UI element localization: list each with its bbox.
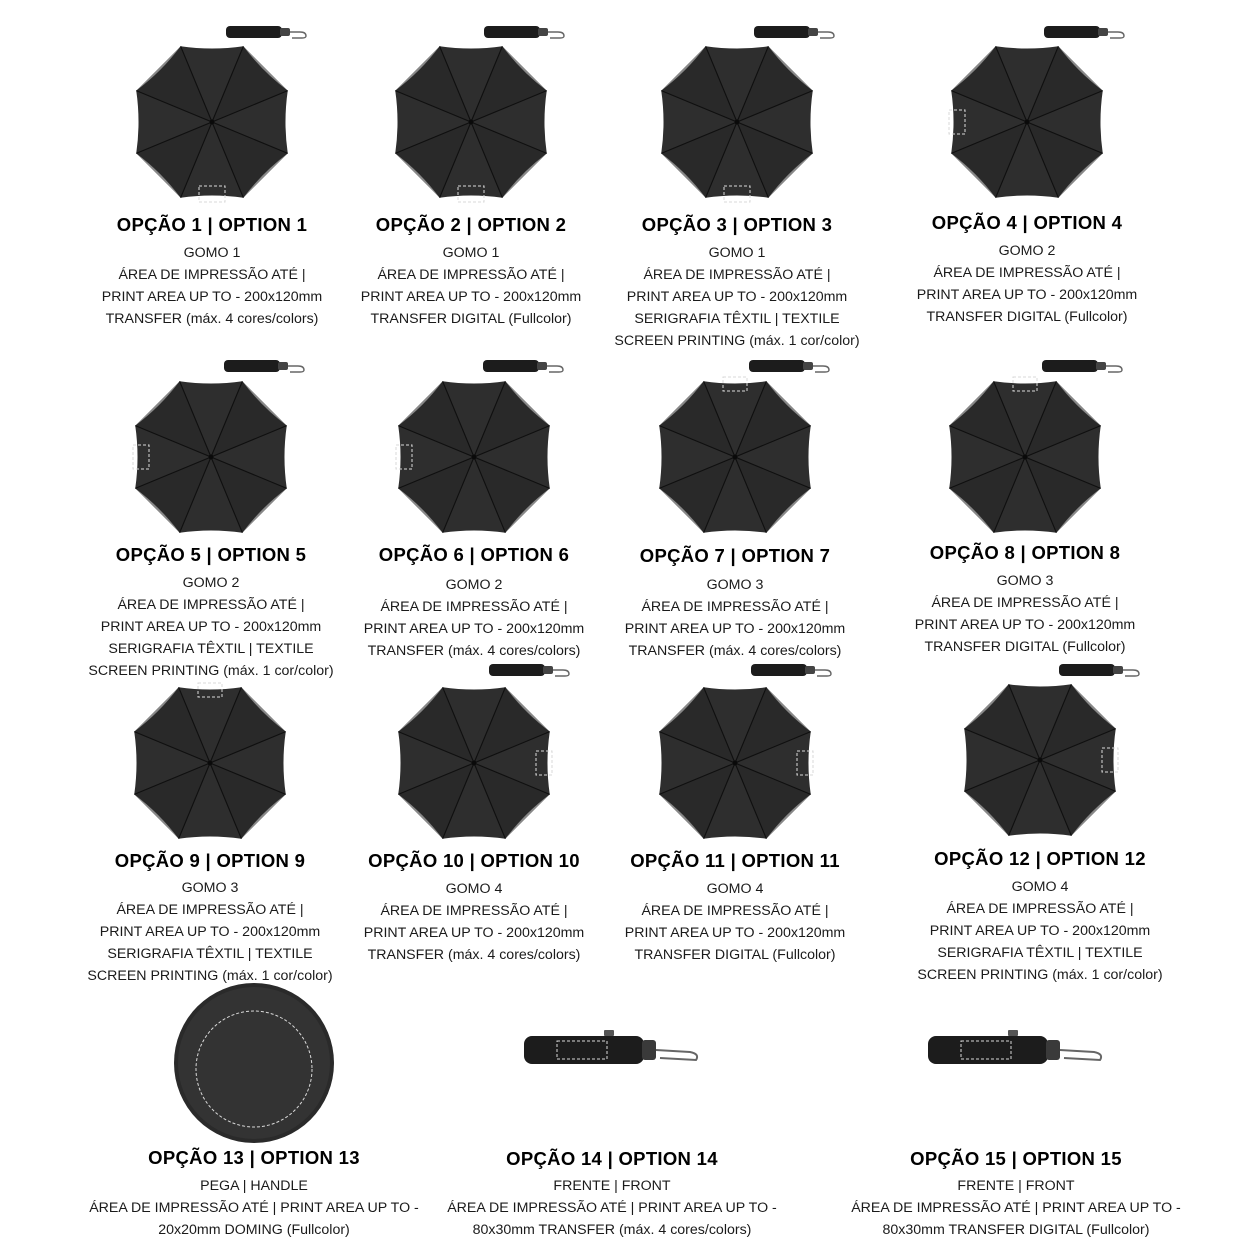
description-line: SERIGRAFIA TÊXTIL | TEXTILE bbox=[937, 945, 1143, 961]
description-line: PRINT AREA UP TO - 200x120mm bbox=[101, 289, 323, 305]
description-line: ÁREA DE IMPRESSÃO ATÉ | bbox=[641, 599, 829, 615]
option-7-title: OPÇÃO 7 | OPTION 7 bbox=[639, 545, 831, 566]
option-2-title: OPÇÃO 2 | OPTION 2 bbox=[375, 214, 567, 235]
option-11-title: OPÇÃO 11 | OPTION 11 bbox=[630, 850, 840, 871]
description-line: GOMO 2 bbox=[998, 243, 1056, 259]
description-line: GOMO 4 bbox=[1011, 879, 1069, 895]
closed-umbrella-icon bbox=[751, 664, 831, 676]
option-14-title: OPÇÃO 14 | OPTION 14 bbox=[506, 1148, 718, 1169]
closed-umbrella-icon bbox=[754, 26, 834, 38]
description-line: PRINT AREA UP TO - 200x120mm bbox=[363, 621, 585, 637]
description-line: ÁREA DE IMPRESSÃO ATÉ | bbox=[641, 903, 829, 919]
description-line: PRINT AREA UP TO - 200x120mm bbox=[624, 925, 846, 941]
description-line: TRANSFER DIGITAL (Fullcolor) bbox=[926, 309, 1128, 325]
description-line: ÁREA DE IMPRESSÃO ATÉ | bbox=[933, 265, 1121, 281]
description-line: GOMO 3 bbox=[181, 880, 239, 896]
description-line: TRANSFER DIGITAL (Fullcolor) bbox=[924, 639, 1126, 655]
umbrella-canopy-icon bbox=[134, 687, 286, 839]
description-line: SCREEN PRINTING (máx. 1 cor/color) bbox=[917, 967, 1163, 983]
closed-umbrella-icon bbox=[489, 664, 569, 676]
description-line: GOMO 1 bbox=[708, 245, 766, 261]
description-line: PRINT AREA UP TO - 200x120mm bbox=[363, 925, 585, 941]
description-line: ÁREA DE IMPRESSÃO ATÉ | bbox=[118, 267, 306, 283]
description-line: ÁREA DE IMPRESSÃO ATÉ | bbox=[380, 903, 568, 919]
description-line: SCREEN PRINTING (máx. 1 cor/color) bbox=[88, 663, 334, 679]
closed-umbrella-icon bbox=[226, 26, 306, 38]
closed-umbrella-icon bbox=[484, 26, 564, 38]
option-4-description bbox=[827, 240, 1227, 328]
umbrella-canopy-icon bbox=[659, 687, 811, 839]
description-line: GOMO 3 bbox=[996, 573, 1054, 589]
option-8-description bbox=[825, 570, 1225, 658]
description-line: FRENTE | FRONT bbox=[957, 1178, 1075, 1194]
umbrella-canopy-icon bbox=[135, 381, 287, 533]
option-5-title: OPÇÃO 5 | OPTION 5 bbox=[115, 544, 307, 565]
description-line: ÁREA DE IMPRESSÃO ATÉ | bbox=[377, 267, 565, 283]
closed-umbrella-icon bbox=[1042, 360, 1122, 372]
description-line: TRANSFER (máx. 4 cores/colors) bbox=[367, 947, 581, 963]
description-line: SCREEN PRINTING (máx. 1 cor/color) bbox=[614, 333, 860, 349]
description-line: PRINT AREA UP TO - 200x120mm bbox=[626, 289, 848, 305]
closed-umbrella-icon bbox=[524, 1030, 697, 1064]
option-9-title: OPÇÃO 9 | OPTION 9 bbox=[114, 850, 306, 871]
description-line: GOMO 1 bbox=[442, 245, 500, 261]
option-1-title: OPÇÃO 1 | OPTION 1 bbox=[116, 214, 308, 235]
option-4-title: OPÇÃO 4 | OPTION 4 bbox=[931, 212, 1123, 233]
description-line: PRINT AREA UP TO - 200x120mm bbox=[624, 621, 846, 637]
description-line: ÁREA DE IMPRESSÃO ATÉ | PRINT AREA UP TO - bbox=[447, 1200, 777, 1216]
description-line: ÁREA DE IMPRESSÃO ATÉ | bbox=[117, 597, 305, 613]
umbrella-canopy-icon bbox=[136, 46, 288, 198]
description-line: ÁREA DE IMPRESSÃO ATÉ | bbox=[931, 595, 1119, 611]
closed-umbrella-icon bbox=[224, 360, 304, 372]
umbrella-canopy-icon bbox=[951, 46, 1103, 198]
description-line: ÁREA DE IMPRESSÃO ATÉ | bbox=[643, 267, 831, 283]
closed-umbrella-icon bbox=[1059, 664, 1139, 676]
description-line: PRINT AREA UP TO - 200x120mm bbox=[929, 923, 1151, 939]
description-line: GOMO 1 bbox=[183, 245, 241, 261]
description-line: SERIGRAFIA TÊXTIL | TEXTILE bbox=[634, 311, 840, 327]
option-10-title: OPÇÃO 10 | OPTION 10 bbox=[368, 850, 580, 871]
description-line: GOMO 2 bbox=[182, 575, 240, 591]
description-line: 80x30mm TRANSFER DIGITAL (Fullcolor) bbox=[882, 1222, 1150, 1238]
umbrella-canopy-icon bbox=[395, 46, 547, 198]
description-line: ÁREA DE IMPRESSÃO ATÉ | PRINT AREA UP TO - bbox=[89, 1200, 419, 1216]
description-line: PRINT AREA UP TO - 200x120mm bbox=[100, 619, 322, 635]
umbrella-canopy-icon bbox=[398, 687, 550, 839]
closed-umbrella-icon bbox=[928, 1030, 1101, 1064]
description-line: TRANSFER (máx. 4 cores/colors) bbox=[367, 643, 581, 659]
option-15-title: OPÇÃO 15 | OPTION 15 bbox=[910, 1148, 1122, 1169]
description-line: GOMO 3 bbox=[706, 577, 764, 593]
option-12-title: OPÇÃO 12 | OPTION 12 bbox=[934, 848, 1146, 869]
closed-umbrella-icon bbox=[749, 360, 829, 372]
description-line: SERIGRAFIA TÊXTIL | TEXTILE bbox=[108, 641, 314, 657]
option-8-title: OPÇÃO 8 | OPTION 8 bbox=[929, 542, 1121, 563]
option-14-description bbox=[412, 1175, 812, 1241]
description-line: TRANSFER (máx. 4 cores/colors) bbox=[105, 311, 319, 327]
description-line: SCREEN PRINTING (máx. 1 cor/color) bbox=[87, 968, 333, 984]
description-line: FRENTE | FRONT bbox=[553, 1178, 671, 1194]
description-line: PRINT AREA UP TO - 200x120mm bbox=[914, 617, 1136, 633]
description-line: SERIGRAFIA TÊXTIL | TEXTILE bbox=[107, 946, 313, 962]
description-line: GOMO 2 bbox=[445, 577, 503, 593]
umbrella-canopy-icon bbox=[661, 46, 813, 198]
description-line: GOMO 4 bbox=[706, 881, 764, 897]
description-line: ÁREA DE IMPRESSÃO ATÉ | bbox=[946, 901, 1134, 917]
closed-umbrella-icon bbox=[1044, 26, 1124, 38]
description-line: TRANSFER (máx. 4 cores/colors) bbox=[628, 643, 842, 659]
option-15-description bbox=[816, 1175, 1216, 1241]
description-line: GOMO 4 bbox=[445, 881, 503, 897]
umbrella-canopy-icon bbox=[964, 684, 1116, 836]
description-line: TRANSFER DIGITAL (Fullcolor) bbox=[634, 947, 836, 963]
option-6-title: OPÇÃO 6 | OPTION 6 bbox=[378, 544, 570, 565]
description-line: PRINT AREA UP TO - 200x120mm bbox=[916, 287, 1138, 303]
option-12-description bbox=[840, 876, 1240, 986]
umbrella-canopy-icon bbox=[398, 381, 550, 533]
description-line: TRANSFER DIGITAL (Fullcolor) bbox=[370, 311, 572, 327]
description-line: 80x30mm TRANSFER (máx. 4 cores/colors) bbox=[472, 1222, 752, 1238]
description-line: PRINT AREA UP TO - 200x120mm bbox=[99, 924, 321, 940]
umbrella-canopy-icon bbox=[659, 381, 811, 533]
option-13-title: OPÇÃO 13 | OPTION 13 bbox=[148, 1147, 360, 1168]
handle-top-view-icon bbox=[174, 983, 334, 1143]
description-line: 20x20mm DOMING (Fullcolor) bbox=[158, 1222, 350, 1238]
umbrella-canopy-icon bbox=[949, 381, 1101, 533]
description-line: ÁREA DE IMPRESSÃO ATÉ | PRINT AREA UP TO - bbox=[851, 1200, 1181, 1216]
closed-umbrella-icon bbox=[483, 360, 563, 372]
option-13-description bbox=[54, 1175, 454, 1241]
description-line: ÁREA DE IMPRESSÃO ATÉ | bbox=[116, 902, 304, 918]
option-3-title: OPÇÃO 3 | OPTION 3 bbox=[641, 214, 833, 235]
description-line: PEGA | HANDLE bbox=[200, 1178, 308, 1194]
description-line: ÁREA DE IMPRESSÃO ATÉ | bbox=[380, 599, 568, 615]
description-line: PRINT AREA UP TO - 200x120mm bbox=[360, 289, 582, 305]
